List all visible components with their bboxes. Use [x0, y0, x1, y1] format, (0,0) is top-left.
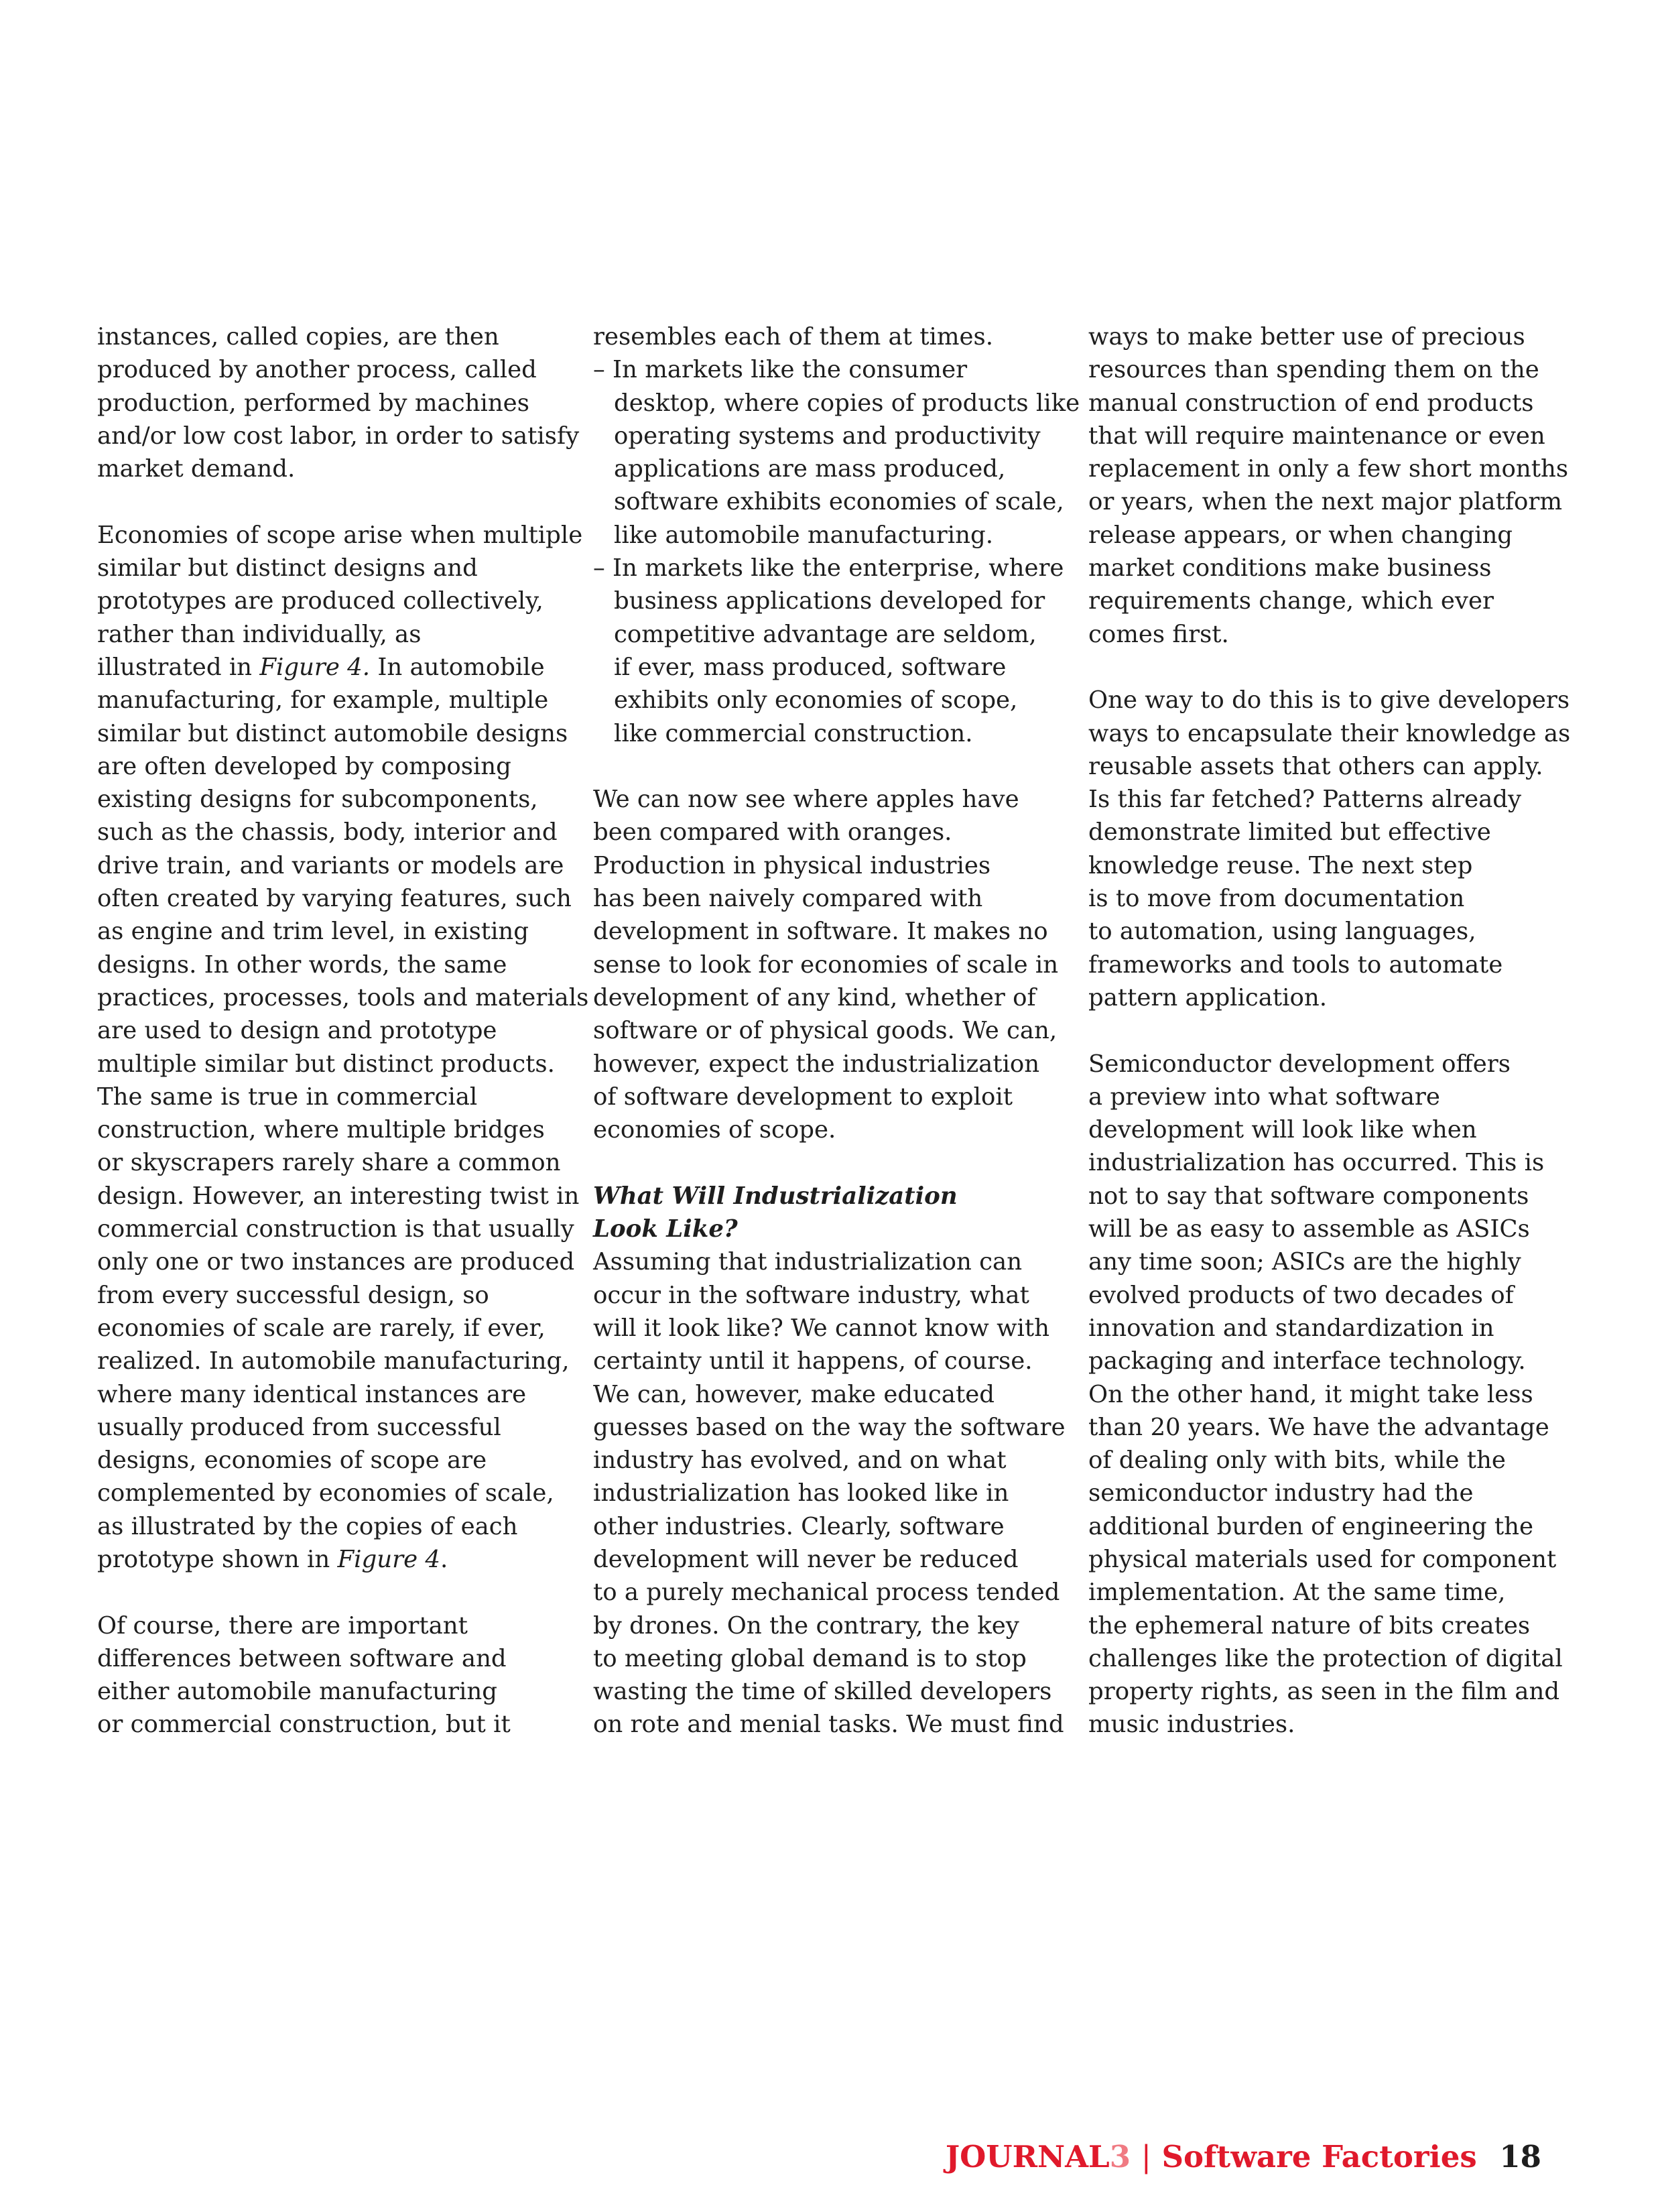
text-line: other industries. Clearly, software: [593, 1512, 1005, 1540]
text-line: [97, 651, 566, 684]
text-line: similar but distinct automobile designs: [97, 719, 568, 747]
text-line: rather than individually, as: [97, 620, 422, 648]
paragraph: [1088, 684, 1571, 1014]
text-line: if ever, mass produced, software: [614, 653, 1007, 681]
text-line: ways to make better use of precious: [1088, 323, 1525, 351]
text-line: Assuming that industrialization can: [593, 1248, 1023, 1276]
text-line: demonstrate limited but effective: [1088, 818, 1491, 847]
text-line: We can now see where apples have: [593, 786, 1019, 814]
text-line: only one or two instances are produced: [97, 1248, 575, 1276]
text-line: are used to design and prototype: [97, 1017, 497, 1045]
text-line: resembles each of them at times.: [593, 323, 994, 351]
text-line: economies of scope.: [593, 1116, 836, 1144]
text-line: where many identical instances are: [97, 1380, 527, 1408]
paragraph: [97, 1609, 566, 1741]
paragraph: [1088, 1048, 1571, 1741]
text-fragment: In automobile: [370, 653, 545, 681]
journal-name: JOURNAL: [945, 2139, 1110, 2174]
figure-reference: Figure 4.: [259, 653, 371, 681]
text-line: implementation. At the same time,: [1088, 1579, 1506, 1607]
text-line: requirements change, which ever: [1088, 587, 1494, 615]
text-line: ways to encapsulate their knowledge as: [1088, 719, 1571, 747]
text-line: to automation, using languages,: [1088, 918, 1476, 946]
text-line: Production in physical industries: [593, 851, 991, 879]
text-line: guesses based on the way the software: [593, 1413, 1066, 1441]
text-line: comes first.: [1088, 620, 1229, 648]
text-line: One way to do this is to give developers: [1088, 686, 1570, 715]
text-line: as illustrated by the copies of each: [97, 1512, 518, 1540]
text-line: development in software. It makes no: [593, 918, 1048, 946]
text-line: as engine and trim level, in existing: [97, 918, 529, 946]
page-number: 18: [1499, 2139, 1541, 2174]
text-line: however, expect the industrialization: [593, 1050, 1040, 1078]
text-line: on rote and menial tasks. We must find: [593, 1711, 1064, 1739]
text-line: software or of physical goods. We can,: [593, 1017, 1058, 1045]
text-line: packaging and interface technology.: [1088, 1347, 1526, 1375]
text-line: evolved products of two decades of: [1088, 1281, 1514, 1309]
text-line: physical materials used for component: [1088, 1545, 1557, 1573]
text-line: We can, however, make educated: [593, 1380, 995, 1408]
text-line: a preview into what software: [1088, 1083, 1440, 1111]
text-fragment: .: [440, 1545, 448, 1573]
figure-reference: Figure 4: [337, 1545, 440, 1573]
text-line: the ephemeral nature of bits creates: [1088, 1611, 1531, 1640]
text-line: than 20 years. We have the advantage: [1088, 1413, 1549, 1441]
text-line: complemented by economies of scale,: [97, 1479, 554, 1508]
text-line: will be as easy to assemble as ASICs: [1088, 1215, 1530, 1243]
text-line: manual construction of end products: [1088, 389, 1534, 417]
text-line: replacement in only a few short months: [1088, 455, 1569, 483]
text-line: such as the chassis, body, interior and: [97, 818, 558, 847]
text-line: usually produced from successful: [97, 1413, 501, 1441]
text-line: exhibits only economies of scope,: [614, 686, 1018, 715]
text-line: software exhibits economies of scale,: [614, 488, 1064, 516]
bullet-item: [593, 552, 1062, 750]
text-line: are often developed by composing: [97, 752, 511, 780]
text-line: design. However, an interesting twist in: [97, 1182, 580, 1210]
text-line: or commercial construction, but it: [97, 1711, 511, 1739]
section-heading: [593, 1180, 1062, 1246]
text-line: from every successful design, so: [97, 1281, 489, 1309]
text-line: construction, where multiple bridges: [97, 1116, 545, 1144]
text-line: industrialization has occurred. This is: [1088, 1149, 1545, 1177]
paragraph: [97, 320, 580, 485]
text-line: innovation and standardization in: [1088, 1314, 1494, 1342]
text-line: desktop, where copies of products like: [614, 389, 1080, 417]
text-line: existing designs for subcomponents,: [97, 786, 538, 814]
page-footer: [946, 2138, 1541, 2176]
text-line: commercial construction is that usually: [97, 1215, 574, 1243]
text-line: market demand.: [97, 455, 296, 483]
text-line: resources than spending them on the: [1088, 356, 1539, 384]
text-line: prototypes are produced collectively,: [97, 587, 544, 615]
text-line: drive train, and variants or models are: [97, 851, 564, 879]
text-line: applications are mass produced,: [614, 455, 1006, 483]
paragraph: [593, 783, 1062, 1146]
text-line: instances, called copies, are then: [97, 323, 499, 351]
text-line: of software development to exploit: [593, 1083, 1013, 1111]
text-line: On the other hand, it might take less: [1088, 1380, 1533, 1408]
text-line: release appears, or when changing: [1088, 521, 1513, 549]
text-line: additional burden of engineering the: [1088, 1512, 1534, 1540]
text-line: manufacturing, for example, multiple: [97, 686, 549, 715]
text-line: of dealing only with bits, while the: [1088, 1447, 1506, 1475]
text-line: and/or low cost labor, in order to satisfy: [97, 422, 580, 450]
text-line: industrialization has looked like in: [593, 1479, 1009, 1508]
text-line: any time soon; ASICs are the highly: [1088, 1248, 1521, 1276]
text-line: either automobile manufacturing: [97, 1678, 497, 1706]
text-line: Is this far fetched? Patterns already: [1088, 786, 1522, 814]
paragraph: [97, 519, 589, 1577]
text-line: wasting the time of skilled developers: [593, 1678, 1052, 1706]
bullet-item: [593, 353, 1080, 552]
text-line: economies of scale are rarely, if ever,: [97, 1314, 546, 1342]
text-line: sense to look for economies of scale in: [593, 950, 1059, 979]
text-line: production, performed by machines: [97, 389, 529, 417]
text-line: occur in the software industry, what: [593, 1281, 1029, 1309]
text-line: like commercial construction.: [614, 719, 973, 747]
text-line: frameworks and tools to automate: [1088, 950, 1503, 979]
text-line: by drones. On the contrary, the key: [593, 1611, 1019, 1640]
paragraph: [593, 1245, 1066, 1741]
text-line: multiple similar but distinct products.: [97, 1050, 555, 1078]
heading-line: What Will Industrialization: [593, 1182, 958, 1210]
text-line: similar but distinct designs and: [97, 554, 478, 582]
text-line: market conditions make business: [1088, 554, 1492, 582]
text-line: Economies of scope arise when multiple: [97, 521, 583, 549]
text-line: differences between software and: [97, 1644, 507, 1672]
text-line: often created by varying features, such: [97, 885, 572, 913]
text-line: [97, 1543, 566, 1576]
text-line: property rights, as seen in the film and: [1088, 1678, 1560, 1706]
heading-line: Look Like?: [593, 1215, 738, 1243]
text-line: reusable assets that others can apply.: [1088, 752, 1543, 780]
journal-issue: 3: [1109, 2139, 1131, 2174]
text-line: practices, processes, tools and materials: [97, 983, 589, 1011]
text-line: to a purely mechanical process tended: [593, 1579, 1060, 1607]
text-line: challenges like the protection of digital: [1088, 1644, 1563, 1672]
text-line: like automobile manufacturing.: [614, 521, 994, 549]
column-1: [97, 320, 589, 1741]
text-line: realized. In automobile manufacturing,: [97, 1347, 570, 1375]
text-line: to meeting global demand is to stop: [593, 1644, 1027, 1672]
text-line: The same is true in commercial: [97, 1083, 478, 1111]
text-line: industry has evolved, and on what: [593, 1447, 1007, 1475]
footer-separator: |: [1141, 2139, 1151, 2174]
text-line: – In markets like the consumer: [593, 356, 968, 384]
text-line: or years, when the next major platform: [1088, 488, 1563, 516]
text-fragment: prototype shown in: [97, 1545, 338, 1573]
text-line: competitive advantage are seldom,: [614, 620, 1037, 648]
text-line: development of any kind, whether of: [593, 983, 1036, 1011]
text-line: operating systems and productivity: [614, 422, 1041, 450]
text-line: or skyscrapers rarely share a common: [97, 1149, 561, 1177]
text-line: not to say that software components: [1088, 1182, 1529, 1210]
text-line: been compared with oranges.: [593, 818, 952, 847]
text-line: – In markets like the enterprise, where: [593, 554, 1064, 582]
column-3: [1088, 320, 1571, 1741]
text-line: knowledge reuse. The next step: [1088, 851, 1473, 879]
text-line: produced by another process, called: [97, 356, 537, 384]
text-line: designs. In other words, the same: [97, 950, 507, 979]
text-line: has been naively compared with: [593, 885, 983, 913]
text-fragment: illustrated in: [97, 653, 260, 681]
text-line: pattern application.: [1088, 983, 1328, 1011]
text-line: music industries.: [1088, 1711, 1295, 1739]
text-line: development will look like when: [1088, 1116, 1477, 1144]
text-line: Of course, there are important: [97, 1611, 468, 1640]
paragraph: [1088, 320, 1571, 651]
text-line: designs, economies of scope are: [97, 1447, 487, 1475]
text-line: Semiconductor development offers: [1088, 1050, 1511, 1078]
text-line: will it look like? We cannot know with: [593, 1314, 1049, 1342]
text-line: semiconductor industry had the: [1088, 1479, 1474, 1508]
text-line: business applications developed for: [614, 587, 1045, 615]
text-line: certainty until it happens, of course.: [593, 1347, 1033, 1375]
section-title: Software Factories: [1161, 2139, 1477, 2174]
text-line: that will require maintenance or even: [1088, 422, 1545, 450]
text-line: is to move from documentation: [1088, 885, 1465, 913]
column-2: [593, 320, 1080, 1741]
text-line: development will never be reduced: [593, 1545, 1019, 1573]
